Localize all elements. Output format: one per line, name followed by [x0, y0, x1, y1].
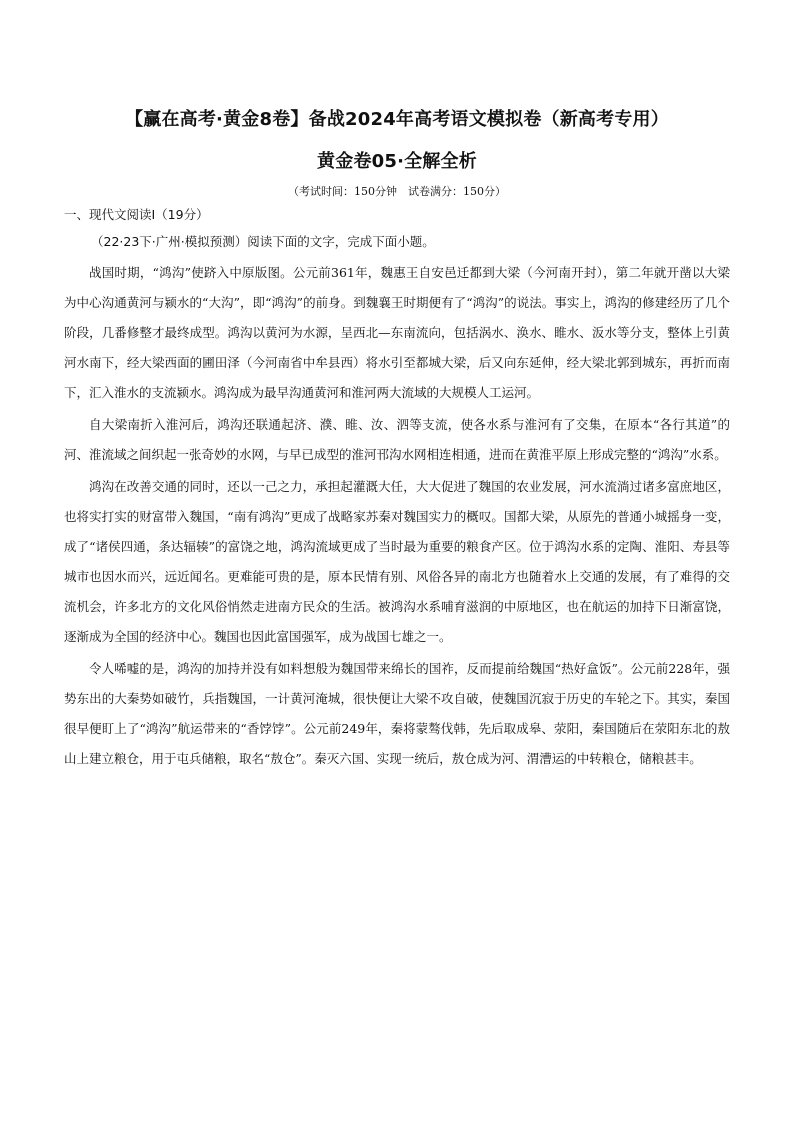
reading-passage [64, 258, 730, 776]
passage-paragraph-2: 自大梁南折入淮河后，鸿沟还联通起济、濮、睢、汝、泗等支流，使各水系与淮河有了交集，在原本“各行其道”的河、淮流域之间织起一张奇妙的水网，与早已成型的淮河邗沟水网相连相通，进而在黄淮平原上形成完整的“鸿沟”水系。 [64, 417, 730, 462]
passage-paragraph-1: 战国时期，“鸿沟”使跻入中原版图。公元前361年，魏惠王自安邑迁都到大梁（今河南开封），第二年就开凿以大梁为中心沟通黄河与颍水的“大沟”，即“鸿沟”的前身。到魏襄王时期便有了“鸿沟”的说法。事实上，鸿沟的修建经历了几个阶段，几番修整才最终成型。鸿沟以黄河为水源，呈西北—东南流向，包括涡水、涣水、睢水、汳水等分支，整体上引黄河水南下，经大梁西面的圃田泽（今河南省中牟县西）将水引至都城大梁，后又向东延伸，经大梁北郭到城东，再折而南下，汇入淮水的支流颍水。鸿沟成为最早沟通黄河和淮河两大流域的大规模人工运河。 [64, 265, 730, 400]
exam-info: （考试时间：150分钟 试卷满分：150分） [288, 185, 506, 198]
exam-paper-title: 【赢在高考·黄金8卷】备战2024年高考语文模拟卷（新高考专用） [125, 109, 669, 130]
section-heading: 一、现代文阅读Ⅰ（19分） [64, 207, 209, 222]
passage-paragraph-4: 令人唏嘘的是，鸿沟的加持并没有如料想般为魏国带来绵长的国祚，反而提前给魏国“热好盒饭”。公元前228年，强势东出的大秦势如破竹，兵指魏国，一计黄河淹城，很快便让大梁不攻自破，使魏国沉寂于历史的车轮之下。其实，秦国很早便盯上了“鸿沟”航运带来的“香饽饽”。公元前249年，秦将蒙骜伐韩，先后取成皋、荥阳，秦国随后在荥阳东北的敖山上建立粮仓，用于屯兵储粮，取名“敖仓”。秦灭六国、实现一统后，敖仓成为河、渭漕运的中转粮仓，储粮甚丰。 [64, 661, 730, 766]
passage-paragraph-3: 鸿沟在改善交通的同时，还以一己之力，承担起灌溉大任，大大促进了魏国的农业发展，河水流淌过诸多富庶地区，也将实打实的财富带入魏国，“南有鸿沟”更成了战略家苏秦对魏国实力的概叹。国都大梁，从原先的普通小城摇身一变，成了“诸侯四通，条达辐辏”的富饶之地，鸿沟流域更成了当时最为重要的粮食产区。位于鸿沟水系的定陶、淮阳、寿县等城市也因水而兴，远近闻名。更难能可贵的是，原本民情有别、风俗各异的南北方也随着水上交通的发展，有了难得的交流机会，许多北方的文化风俗悄然走进南方民众的生活。被鸿沟水系哺育滋润的中原地区，也在航运的加持下日渐富饶，逐渐成为全国的经济中心。魏国也因此富国强军，成为战国七雄之一。 [64, 479, 730, 644]
reading-instruction: （22·23下·广州·模拟预测）阅读下面的文字，完成下面小题。 [91, 234, 435, 249]
exam-paper-subtitle: 黄金卷05·全解全析 [317, 151, 477, 172]
